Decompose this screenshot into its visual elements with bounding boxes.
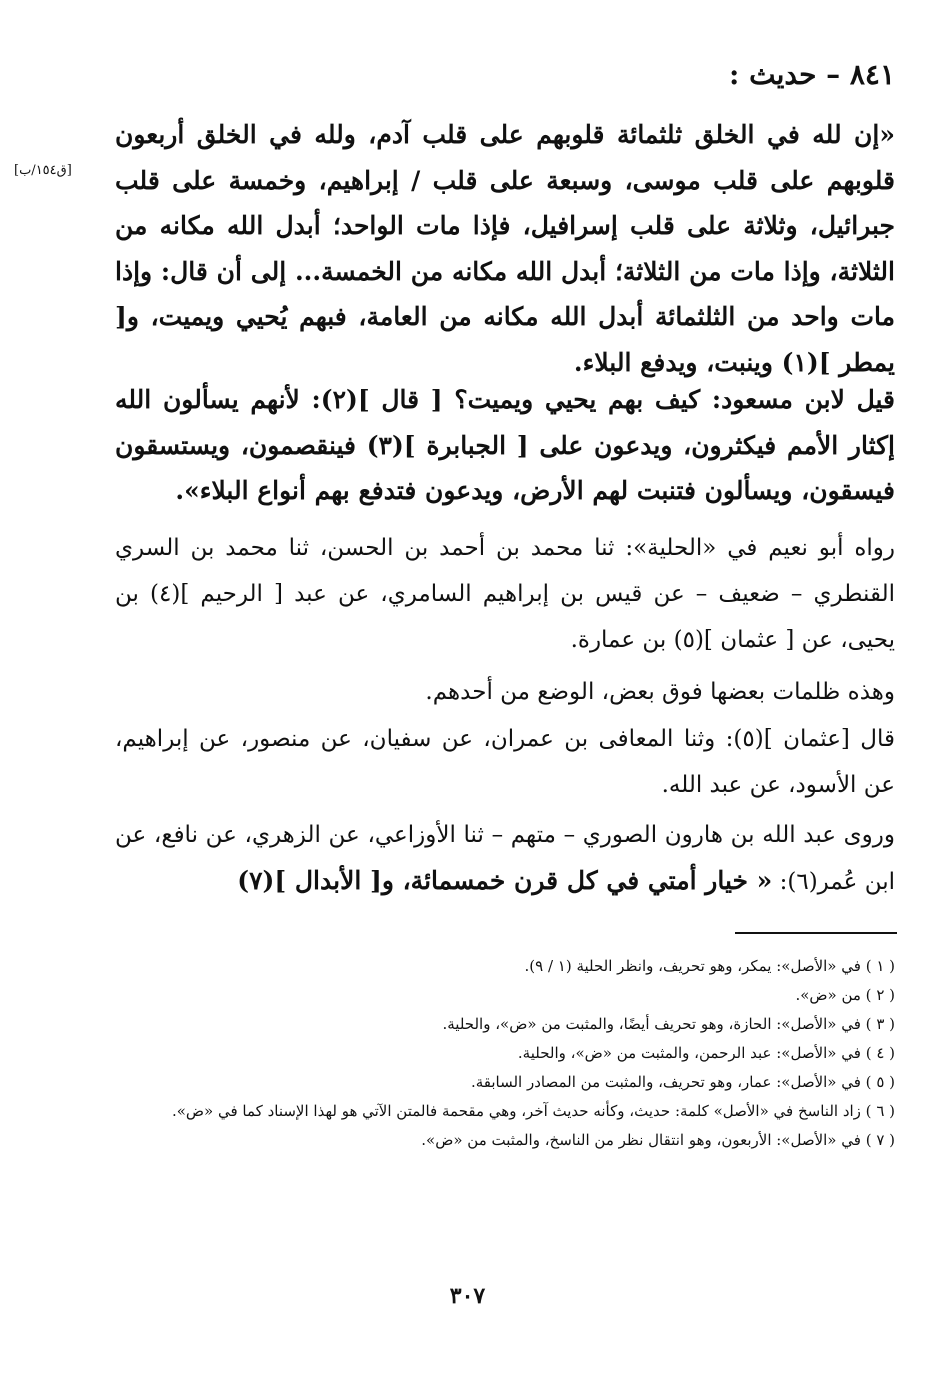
question-text: قيل لابن مسعود: كيف بهم يحيي ويميت؟ [ قال ](٢): لأنهم يسألون الله إكثار الأمم فيكثرون، ويدعون على [ الجبابرة ](٣) فينقصمون، ويستسقون فيسقون، ويسألون فتنبت لهم الأرض، ويدعون فتدفع بهم أنواع البلاء». (115, 385, 896, 505)
manuscript-folio-note: [ق١٥٤/ب] (14, 163, 72, 178)
hadith-number-heading: ٨٤١ – حديث : (729, 58, 895, 91)
narration-text-2: وهذه ظلمات بعضها فوق بعض، الوضع من أحدهم. (425, 679, 895, 705)
footnote-3: ( ٣ ) في «الأصل»: الحازة، وهو تحريف أيضًا، والمثبت من «ض»، والحلية. (442, 1015, 895, 1033)
footnote-5: ( ٥ ) في «الأصل»: عمار، وهو تحريف، والمثبت من المصادر السابقة. (470, 1073, 895, 1091)
narration-text-4 (115, 812, 895, 905)
hadith-text: «إن لله في الخلق ثلثمائة قلوبهم على قلب آدم، ولله في الخلق أربعون قلوبهم على قلب موسى، وسبعة على قلب / إبراهيم، وخمسة على قلب جبرائيل، وثلاثة على قلب إسرافيل، فإذا مات الواحد؛ أبدل الله مكانه من الثلاثة، وإذا مات من الثلاثة؛ أبدل الله مكانه من الخمسة... إلى أن قال: وإذا مات واحد من الثلثمائة أبدل الله مكانه من العامة، فبهم يُحيي ويميت، و[ يمطر ](١) وينبت، ويدفع البلاء. (115, 120, 895, 377)
page-number: ٣٠٧ (449, 1283, 486, 1309)
footnote-7: ( ٧ ) في «الأصل»: الأربعون، وهو انتقال نظر من الناسخ، والمثبت من «ض». (421, 1131, 895, 1149)
footnote-2: ( ٢ ) من «ض». (795, 986, 895, 1004)
narration-text-3: قال [عثمان ](٥): وثنا المعافى بن عمران، عن سفيان، عن منصور، عن إبراهيم، عن الأسود، عن عبد الله. (115, 726, 895, 798)
narration-text-4-hadith: « خيار أمتي في كل قرن خمسمائة، و[ الأبدال ](٧) (237, 866, 773, 895)
narration-block-1 (115, 525, 895, 663)
footnote-divider (735, 932, 897, 934)
question-block (115, 377, 895, 514)
hadith-text-block (115, 112, 895, 385)
footnote-4: ( ٤ ) في «الأصل»: عبد الرحمن، والمثبت من «ض»، والحلية. (517, 1044, 895, 1062)
narration-block-4 (115, 812, 895, 905)
footnotes (100, 952, 895, 1155)
narration-block-2 (115, 669, 895, 715)
footnote-6: ( ٦ ) زاد الناسخ في «الأصل» كلمة: حديث، وكأنه حديث آخر، وهي مقحمة فالمتن الآتي هو لهذا الإسناد كما في «ض». (171, 1102, 895, 1120)
narration-text-1: رواه أبو نعيم في «الحلية»: ثنا محمد بن أحمد بن الحسن، ثنا محمد بن السري القنطري – ضعيف – عن قيس بن إبراهيم السامري، عن عبد [ الرحيم ](٤) بن يحيى، عن [ عثمان ](٥) بن عمارة. (115, 535, 895, 653)
narration-block-3 (115, 716, 895, 808)
footnote-1: ( ١ ) في «الأصل»: يمكر، وهو تحريف، وانظر الحلية (١ / ٩). (524, 957, 895, 975)
narration-text-4-plain: وروى عبد الله بن هارون الصوري – متهم – ثنا الأوزاعي، عن الزهري، عن نافع، عن ابن عُمر(٦): (115, 822, 895, 895)
